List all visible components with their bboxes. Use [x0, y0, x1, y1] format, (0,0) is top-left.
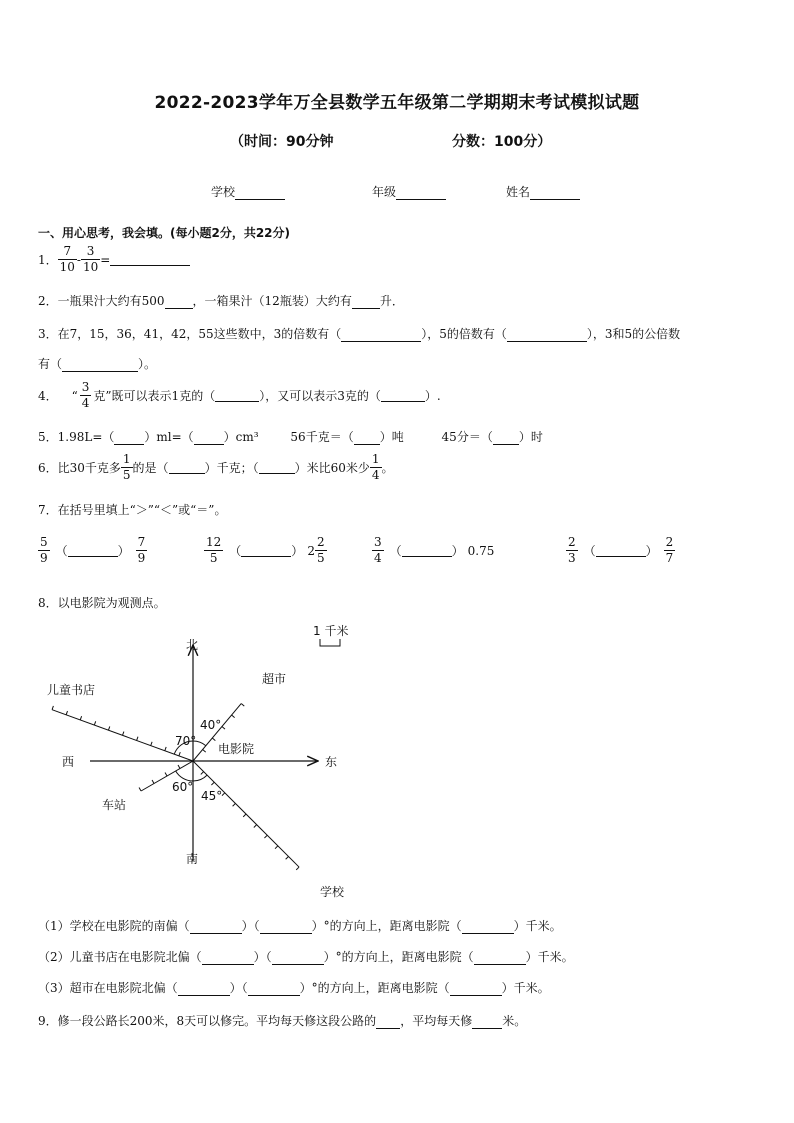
east-label: 东	[325, 755, 338, 769]
school-label: 学校	[211, 185, 236, 199]
ray-station-tick	[152, 780, 154, 783]
ray-school-tick	[254, 825, 257, 828]
ray-station-tick	[178, 765, 180, 768]
q8-2-distance-blank[interactable]	[474, 952, 526, 965]
ray-market-tick	[241, 704, 244, 707]
ray-school-tick	[211, 782, 214, 785]
cinema-label: 电影院	[218, 742, 255, 756]
q5-ton-blank[interactable]	[354, 432, 380, 445]
page-title: 2022-2023学年万全县数学五年级第二学期期末考试模拟试题	[154, 93, 640, 113]
q8-3-distance-blank[interactable]	[450, 983, 502, 996]
q1-number: 1．	[38, 253, 58, 267]
ray-market-tick	[203, 750, 206, 753]
q8-1-direction-blank[interactable]	[190, 921, 242, 934]
ray-school-tick	[201, 772, 204, 775]
ray-bookstore-tick	[137, 737, 138, 741]
q7-blank-2[interactable]	[241, 544, 291, 557]
ray-bookstore-tick	[151, 742, 152, 746]
q2-unit-blank[interactable]	[165, 296, 193, 309]
q1-equals: =	[100, 252, 111, 267]
q5-hour-blank[interactable]	[493, 432, 519, 445]
angle-40: 40°	[200, 718, 222, 732]
question-2: 2．一瓶果汁大约有500 ，一箱果汁（12瓶装）大约有 升．	[38, 294, 404, 308]
q9-meters-blank[interactable]	[472, 1016, 502, 1029]
exam-score: 分数：100分）	[452, 134, 552, 150]
section-heading: 一、用心思考，我会填。(每小题2分，共22分)	[38, 226, 291, 240]
q8-1-angle-blank[interactable]	[260, 921, 312, 934]
ray-market-tick	[222, 727, 225, 730]
question-5: 5．1.98L=（ ）ml=（ ）cm³ 56千克＝（ ）吨 45分＝（ ）时	[38, 430, 543, 444]
q7-compare-1: $\frac{5}{9}$ （ ） $\frac{7}{9}$	[40, 535, 146, 565]
q7-blank-4[interactable]	[596, 544, 646, 557]
q3-multiples-of-5-blank[interactable]	[507, 329, 587, 342]
angle-70: 70°	[175, 734, 197, 748]
q8-1-distance-blank[interactable]	[462, 921, 514, 934]
question-3-line2: 有（ ）。	[38, 357, 157, 371]
q7-compare-2: $\frac{12}{5}$ （ ） 2 $\frac{2}{5}$	[206, 535, 325, 565]
q7-compare-3: $\frac{3}{4}$ （ ） 0.75	[374, 535, 495, 565]
q5-cm3-blank[interactable]	[194, 432, 224, 445]
q7-blank-1[interactable]	[68, 544, 118, 557]
exam-time: （时间：90分钟	[230, 134, 334, 150]
q8-2-angle-blank[interactable]	[272, 952, 324, 965]
ray-station-tick	[165, 773, 167, 776]
ray-school-tick	[243, 814, 246, 817]
ray-market-tick	[212, 738, 215, 741]
question-1	[38, 244, 190, 275]
q6-fraction-1: $\frac{1}{5}$	[122, 452, 131, 482]
q6-fraction-2: $\frac{1}{4}$	[371, 452, 380, 482]
q3-multiples-of-3-blank[interactable]	[341, 329, 421, 342]
name-blank[interactable]	[530, 187, 580, 200]
question-9: 9．修一段公路长200米，8天可以修完。平均每天修这段公路的 ，平均每天修 米。	[38, 1014, 527, 1028]
ray-school-tick	[275, 846, 278, 849]
question-6: 6．比30千克多 $\frac{1}{5}$ 的是（ ）千克；（ ）米比60米少 $\frac{1}{4}$ 。	[38, 452, 394, 482]
name-field	[506, 183, 580, 200]
market-label: 超市	[262, 672, 287, 686]
q7-compare-4: $\frac{2}{3}$ （ ） $\frac{2}{7}$	[568, 535, 674, 565]
ray-bookstore-tick	[52, 706, 53, 710]
grade-field	[372, 183, 446, 200]
ray-school-tick	[222, 793, 225, 796]
ray-bookstore-tick	[80, 716, 81, 720]
question-8-prompt: 8．以电影院为观测点。	[38, 596, 166, 610]
q1-fraction-b: $\frac{3}{10}$	[82, 244, 99, 274]
q7-blank-3[interactable]	[402, 544, 452, 557]
ray-bookstore-tick	[123, 732, 124, 736]
question-3-line1: 3．在7，15，36，41，42，55这些数中，3的倍数有（ ），5的倍数有（ ），3和5的公倍数	[38, 327, 681, 341]
name-label: 姓名	[506, 185, 531, 199]
ray-school-tick	[233, 803, 236, 806]
school-label: 学校	[320, 885, 345, 899]
ray-market-tick	[232, 715, 235, 718]
ray-school-tick	[296, 867, 299, 870]
q4-blank-1[interactable]	[215, 389, 259, 402]
q2-volume-blank[interactable]	[352, 296, 380, 309]
arc-45	[193, 775, 207, 781]
ray-bookstore-tick	[94, 721, 95, 725]
q8-3-angle-blank[interactable]	[248, 983, 300, 996]
ray-bookstore-tick	[108, 726, 109, 730]
school-blank[interactable]	[235, 187, 285, 200]
scale-label: 1 千米	[313, 624, 349, 638]
bookstore-label: 儿童书店	[47, 683, 96, 697]
south-label: 南	[186, 852, 199, 866]
q1-operator: -	[76, 252, 81, 267]
angle-60: 60°	[172, 780, 194, 794]
q4-blank-2[interactable]	[381, 389, 425, 402]
scale-bar	[320, 639, 340, 646]
q1-answer-blank[interactable]	[110, 253, 190, 266]
q9-fraction-blank[interactable]	[376, 1016, 400, 1029]
ray-school-tick	[286, 856, 289, 859]
q8-2-direction-blank[interactable]	[202, 952, 254, 965]
ray-bookstore-tick	[179, 752, 180, 756]
q3-common-multiples-blank[interactable]	[62, 359, 138, 372]
q4-fraction: $\frac{3}{4}$	[81, 380, 90, 410]
question-4: 4． “ $\frac{3}{4}$ 克”既可以表示1克的（ ），又可以表示3克的（ ）.	[38, 380, 441, 410]
q6-blank-1[interactable]	[169, 461, 205, 474]
q1-fraction-a: $\frac{7}{10}$	[59, 244, 75, 274]
q5-ml-blank[interactable]	[114, 432, 144, 445]
q8-sub-1: （1）学校在电影院的南偏（ ）（ ）°的方向上，距离电影院（ ）千米。	[38, 919, 562, 933]
ray-bookstore-tick	[66, 711, 67, 715]
ray-bookstore-tick	[165, 747, 166, 751]
grade-blank[interactable]	[396, 187, 446, 200]
station-label: 车站	[102, 798, 127, 812]
q8-3-direction-blank[interactable]	[178, 983, 230, 996]
north-label: 北	[186, 638, 199, 652]
ray-school-tick	[264, 835, 267, 838]
school-field	[211, 183, 285, 200]
q8-sub-3: （3）超市在电影院北偏（ ）（ ）°的方向上，距离电影院（ ）千米。	[38, 981, 550, 995]
west-label: 西	[62, 755, 75, 769]
grade-label: 年级	[372, 185, 397, 199]
angle-45: 45°	[201, 789, 223, 803]
ray-bookstore	[52, 710, 193, 761]
ray-station-tick	[139, 788, 141, 791]
q6-blank-2[interactable]	[259, 461, 295, 474]
direction-map	[0, 615, 794, 905]
question-7-prompt: 7．在括号里填上“＞”“＜”或“＝”。	[38, 503, 227, 517]
q8-sub-2: （2）儿童书店在电影院北偏（ ）（ ）°的方向上，距离电影院（ ）千米。	[38, 950, 574, 964]
